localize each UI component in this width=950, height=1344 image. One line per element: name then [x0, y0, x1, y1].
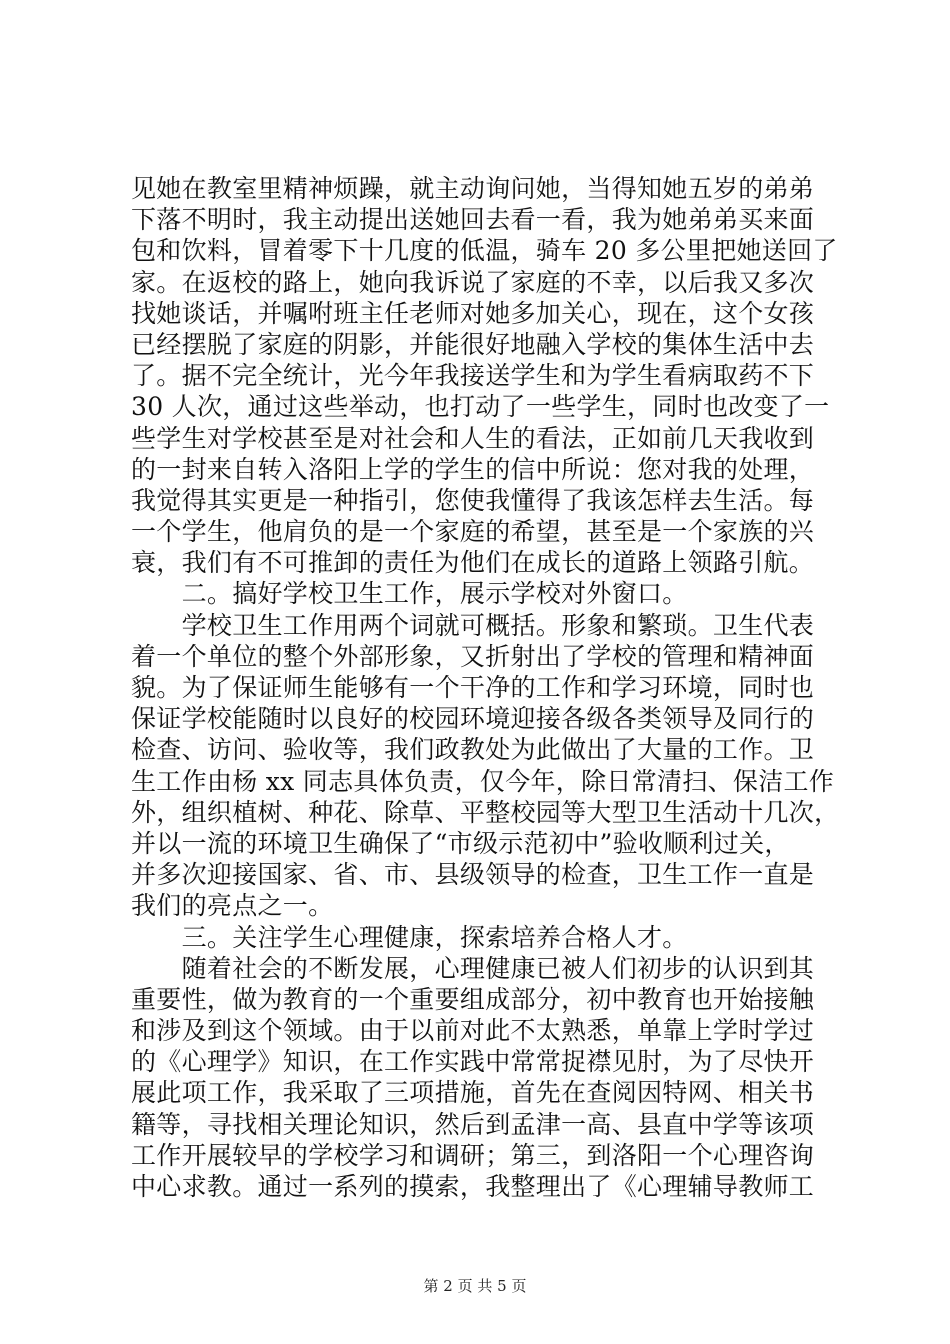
- text-line: 随着社会的不断发展，心理健康已被人们初步的认识到其: [131, 953, 815, 983]
- text-line: 并多次迎接国家、省、市、县级领导的检查，卫生工作一直是: [131, 860, 815, 890]
- text-line: 籍等，寻找相关理论知识，然后到孟津一高、县直中学等该项: [131, 1109, 815, 1139]
- text-line: 包和饮料，冒着零下十几度的低温，骑车 20 多公里把她送回了: [131, 236, 838, 266]
- text-line: 我觉得其实更是一种指引，您使我懂得了我该怎样去生活。每: [131, 485, 815, 515]
- text-line: 外，组织植树、种花、除草、平整校园等大型卫生活动十几次，: [131, 797, 840, 827]
- text-line: 检查、访问、验收等，我们政教处为此做出了大量的工作。卫: [131, 735, 815, 765]
- body-text: [131, 173, 840, 1202]
- text-line: 家。在返校的路上，她向我诉说了家庭的不幸，以后我又多次: [131, 267, 815, 297]
- text-line: 了。据不完全统计，光今年我接送学生和为学生看病取药不下: [131, 361, 815, 391]
- text-line: 重要性，做为教育的一个重要组成部分，初中教育也开始接触: [131, 984, 815, 1014]
- text-line: 学校卫生工作用两个词就可概括。形象和繁琐。卫生代表: [131, 610, 815, 640]
- text-line: 我们的亮点之一。: [131, 891, 334, 921]
- text-line: 和涉及到这个领域。由于以前对此不太熟悉，单靠上学时学过: [131, 1016, 815, 1046]
- text-line: 30 人次，通过这些举动，也打动了一些学生，同时也改变了一: [131, 392, 830, 422]
- text-line: 生工作由杨 xx 同志具体负责，仅今年，除日常清扫、保洁工作: [131, 766, 835, 796]
- text-line: 找她谈话，并嘱咐班主任老师对她多加关心，现在，这个女孩: [131, 298, 815, 328]
- text-line: 貌。为了保证师生能够有一个干净的工作和学习环境，同时也: [131, 673, 815, 702]
- text-line: 工作开展较早的学校学习和调研；第三，到洛阳一个心理咨询: [131, 1140, 815, 1170]
- text-line: 见她在教室里精神烦躁，就主动询问她，当得知她五岁的弟弟: [131, 174, 815, 203]
- text-line: 展此项工作，我采取了三项措施，首先在查阅因特网、相关书: [131, 1078, 815, 1108]
- section-heading: 二。搞好学校卫生工作，展示学校对外窗口。: [131, 579, 688, 609]
- text-line: 衰，我们有不可推卸的责任为他们在成长的道路上领路引航。: [131, 548, 815, 578]
- section-heading: 三。关注学生心理健康，探索培养合格人才。: [131, 922, 688, 952]
- text-line: 的《心理学》知识，在工作实践中常常捉襟见肘，为了尽快开: [131, 1047, 815, 1077]
- text-line: 中心求教。通过一系列的摸索，我整理出了《心理辅导教师工: [131, 1172, 815, 1201]
- text-line: 一个学生，他肩负的是一个家庭的希望，甚至是一个家族的兴: [131, 517, 815, 547]
- page-footer: [0, 1276, 950, 1296]
- page-number: 第 2 页 共 5 页: [423, 1277, 527, 1295]
- text-line: 已经摆脱了家庭的阴影，并能很好地融入学校的集体生活中去: [131, 329, 815, 359]
- text-line: 些学生对学校甚至是对社会和人生的看法，正如前几天我收到: [131, 423, 815, 453]
- text-line: 保证学校能随时以良好的校园环境迎接各级各类领导及同行的: [131, 704, 815, 734]
- text-line: 并以一流的环境卫生确保了“市级示范初中”验收顺利过关，: [131, 828, 790, 858]
- text-line: 的一封来自转入洛阳上学的学生的信中所说：您对我的处理，: [131, 454, 815, 484]
- text-line: 下落不明时，我主动提出送她回去看一看，我为她弟弟买来面: [131, 205, 815, 235]
- text-line: 着一个单位的整个外部形象，又折射出了学校的管理和精神面: [131, 641, 815, 671]
